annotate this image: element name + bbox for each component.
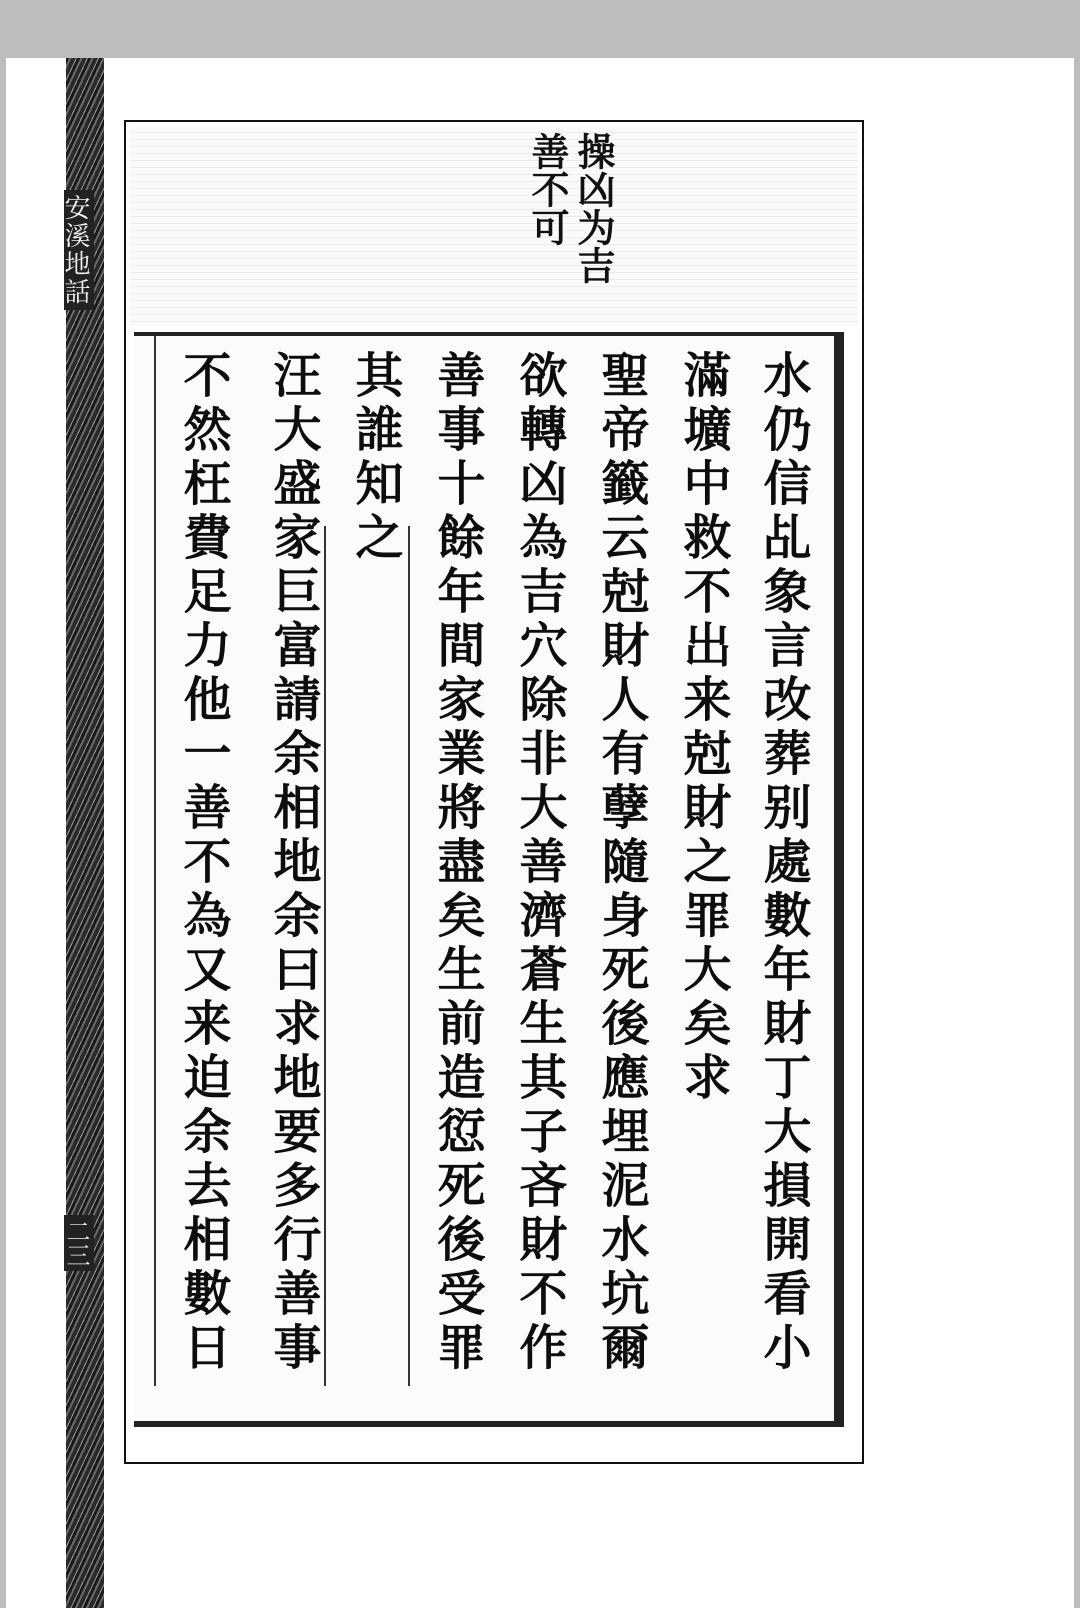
- spine-page-number: 二三: [64, 1215, 94, 1271]
- text-column-3: 聖帝籤云尅財人有孽隨身死後應埋泥水坑爾: [593, 350, 649, 1376]
- spine-title: 安溪地話: [64, 190, 94, 310]
- main-text-block: [134, 332, 844, 1427]
- handwritten-annotation: [486, 132, 616, 322]
- annotation-line-2: 善不可: [525, 132, 570, 246]
- text-column-4: 欲轉凶為吉穴除非大善濟蒼生其子吝財不作: [511, 350, 567, 1376]
- text-column-1: 水仍信乩象言改葬别處數年財丁大損開看小: [755, 350, 811, 1376]
- page-frame: [124, 120, 864, 1464]
- text-column-6: 其誰知之: [347, 350, 403, 566]
- text-column-5: 善事十餘年間家業將盡矣生前造愆死後受罪: [429, 350, 485, 1376]
- column-rule-inner: [324, 526, 326, 1386]
- text-column-7: 汪大盛家巨富請余相地余曰求地要多行善事: [265, 350, 321, 1376]
- text-column-2: 滿壙中救不出来尅財之罪大矣求: [675, 350, 731, 1106]
- column-rule-middle: [408, 526, 410, 1386]
- column-rule-left: [154, 336, 156, 1386]
- text-column-8: 不然枉費足力他一善不為又来迫余去相數日: [175, 350, 231, 1376]
- annotation-line-1: 操凶为吉: [571, 132, 616, 284]
